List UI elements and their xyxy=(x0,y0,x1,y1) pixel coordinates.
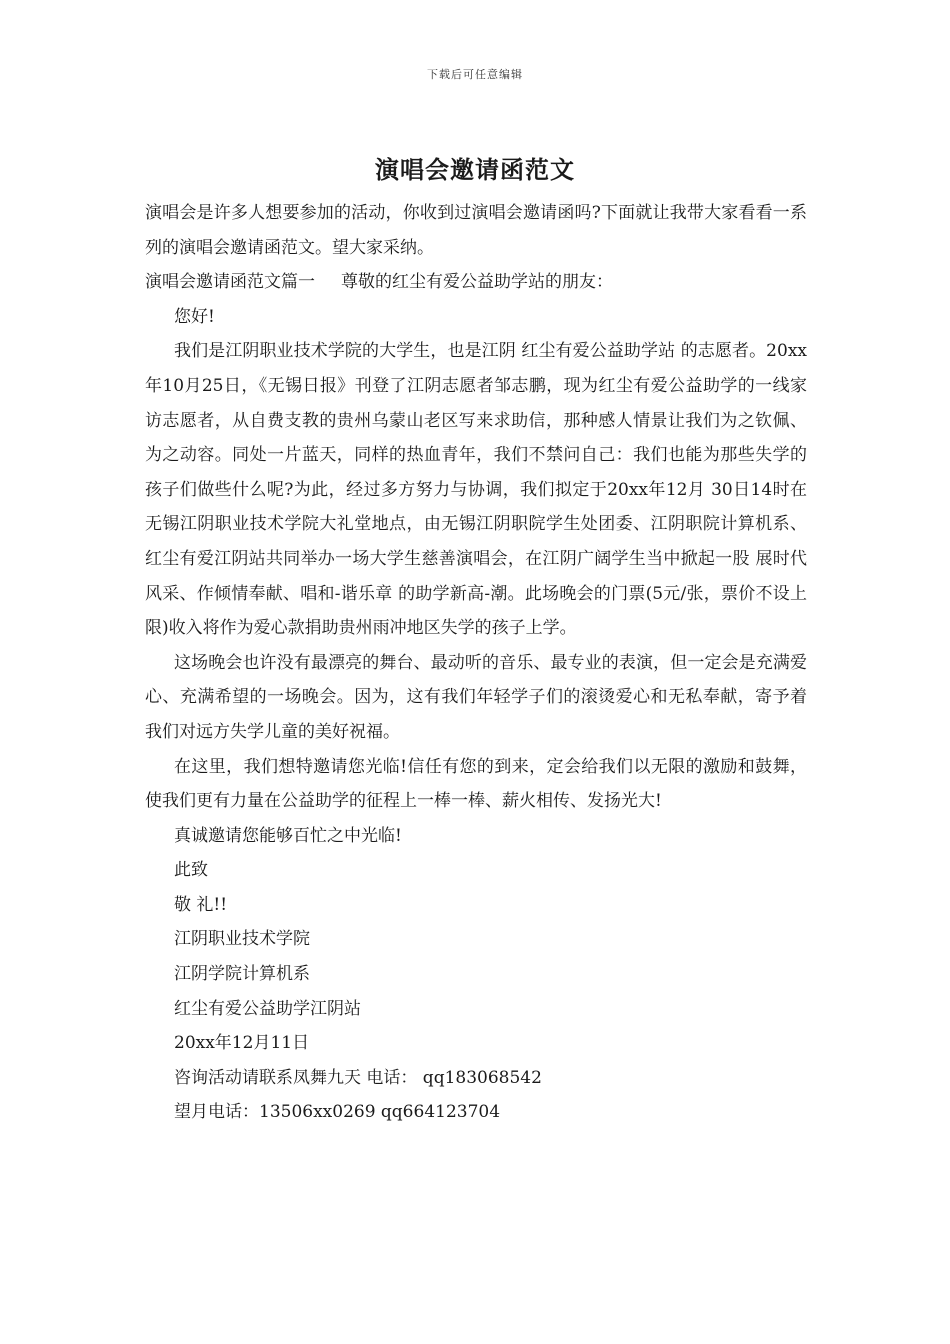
closing-cizhi: 此致 xyxy=(174,860,208,881)
body-paragraph-2: 这场晚会也许没有最漂亮的舞台、最动听的音乐、最专业的表演，但一定会是充满爱心、充满希望的一场晚会。因为，这有我们年轻学子们的滚烫爱心和无私奉献，寄予着我们对远方失学儿童的美好祝福。 xyxy=(145,652,807,742)
header-note: 下载后可任意编辑 xyxy=(427,68,523,81)
intro-paragraph: 演唱会是许多人想要参加的活动，你收到过演唱会邀请函吗?下面就让我带大家看看一系列的演唱会邀请函范文。望大家采纳。 xyxy=(145,203,807,258)
section-label: 演唱会邀请函范文篇一 xyxy=(145,272,315,293)
signature-station: 红尘有爱公益助学江阴站 xyxy=(174,998,361,1019)
closing-invitation: 真诚邀请您能够百忙之中光临! xyxy=(174,825,402,846)
greeting: 您好! xyxy=(174,306,215,327)
contact-line-1: 咨询活动请联系凤舞九天 电话： qq183068542 xyxy=(174,1067,542,1088)
document-title: 演唱会邀请函范文 xyxy=(375,155,575,184)
signature-date: 20xx年12月11日 xyxy=(174,1033,310,1054)
body-paragraph-3: 在这里，我们想特邀请您光临!信任有您的到来，定会给我们以无限的激励和鼓舞，使我们更有力量在公益助学的征程上一棒一棒、薪火相传、发扬光大! xyxy=(145,756,807,812)
signature-college: 江阴职业技术学院 xyxy=(174,929,310,950)
document-body xyxy=(145,196,807,1130)
salutation-target: 尊敬的红尘有爱公益助学站的朋友： xyxy=(341,272,613,293)
contact-line-2: 望月电话：13506xx0269 qq664123704 xyxy=(174,1102,501,1123)
body-paragraph-1: 我们是江阴职业技术学院的大学生，也是江阴 红尘有爱公益助学站 的志愿者。20xx年10月25日，《无锡日报》刊登了江阴志愿者邹志鹏，现为红尘有爱公益助学的一线家访志愿者，从自费支教的贵州乌蒙山老区写来求助信，那种感人情景让我们为之钦佩、为之动容。同处一片蓝天，同样的热血青年，我们不禁问自己：我们也能为那些失学的孩子们做些什么呢?为此，经过多方努力与协调，我们拟定于20xx年12月 30日14时在无锡江阴职业技术学院大礼堂地点，由无锡江阴职院学生处团委、江阴职院计算机系、红尘有爱江阴站共同举办一场大学生慈善演唱会，在江阴广阔学生当中掀起一股 展时代风采、作倾情奉献、唱和-谐乐章 的助学新高-潮。此场晚会的门票(5元/张，票价不设上限)收入将作为爱心款捐助贵州雨冲地区失学的孩子上学。 xyxy=(145,341,807,639)
section-heading-line xyxy=(145,265,807,300)
signature-department: 江阴学院计算机系 xyxy=(174,964,310,985)
closing-jingli: 敬 礼!! xyxy=(174,894,228,915)
